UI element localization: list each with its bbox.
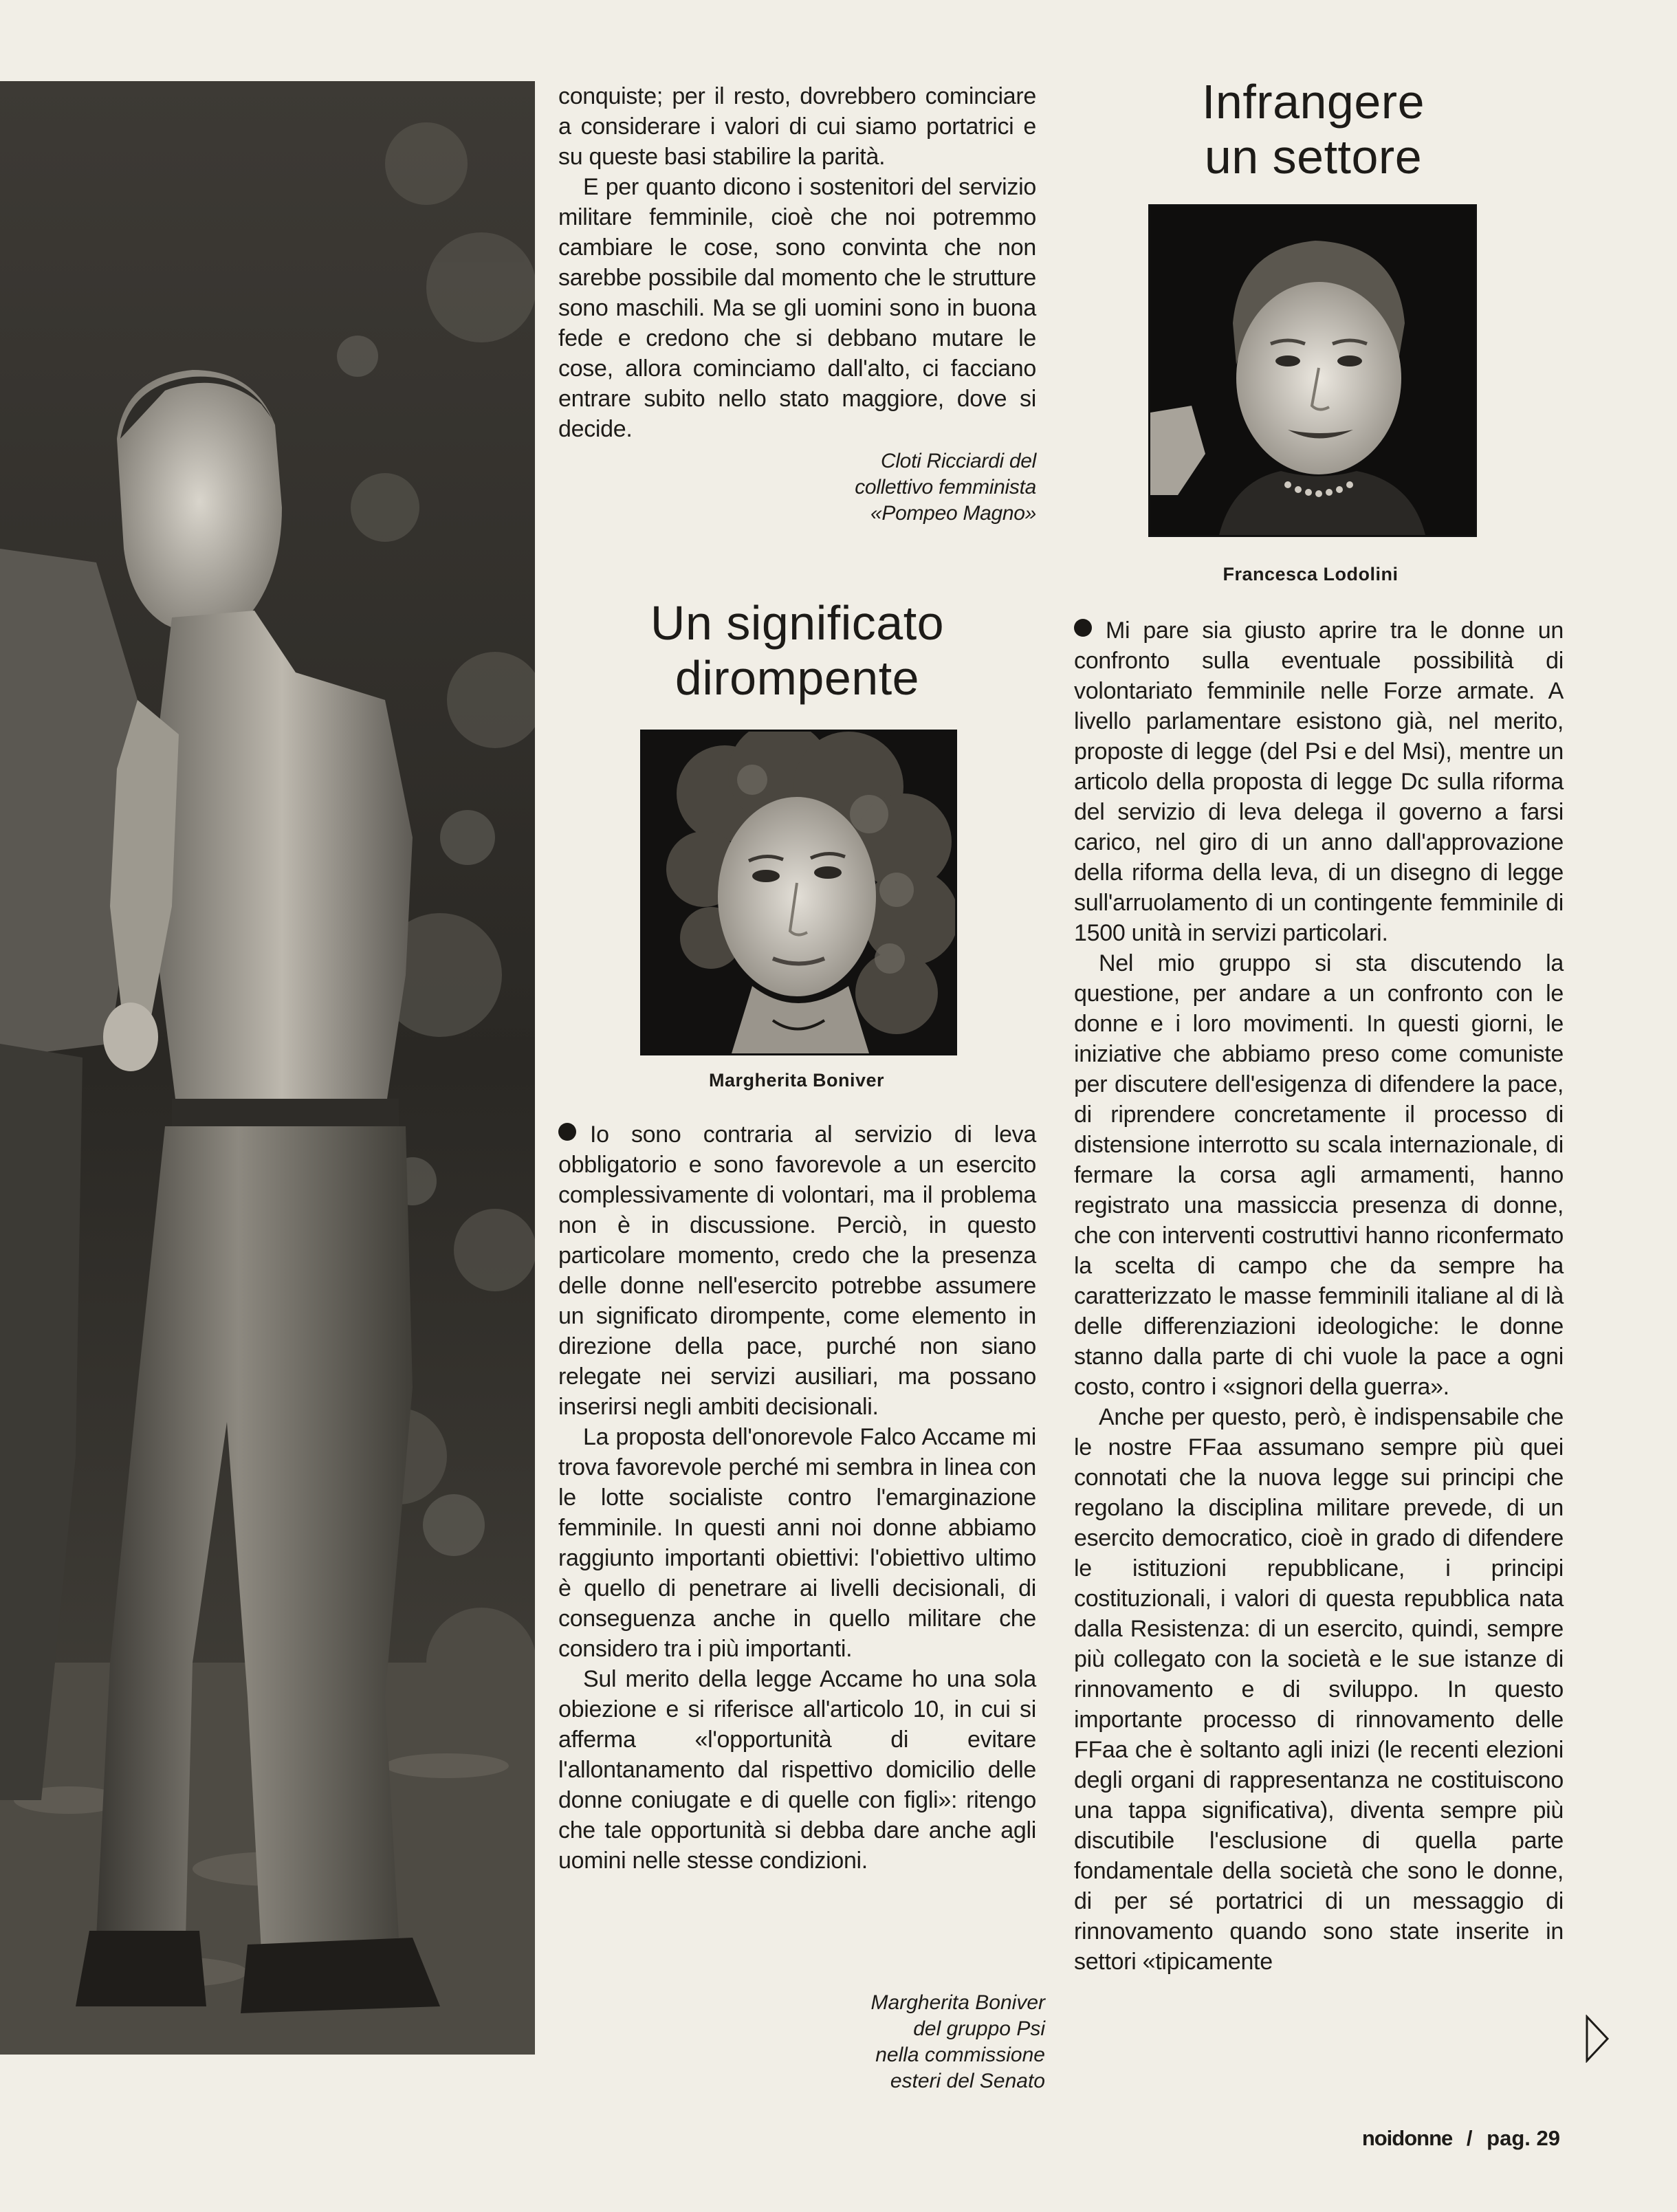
headline-line: Infrangere xyxy=(1201,75,1425,129)
continue-arrow-icon[interactable] xyxy=(1585,2015,1610,2063)
lodolini-paragraph-3: Anche per questo, però, è indispensabile che le nostre FFaa assumano sempre più quei connotati che la nuova legge sui principi che regolano la disciplina militare prevede, di un esercito democratico, cioè in grado di difendere le istituzioni repubblicane, i principi costituzionali, i valori di questa repubblica nata dalla Resistenza: di un esercito, quindi, sempre più collegato con la società e le sue istanze di rinnovamento e di sviluppo. In questo importante processo di rinnovamento delle FFaa che è soltanto agli inizi (le recenti elezioni degli organi di rappresentanza ne costituiscono una tappa significativa), diventa sempre più discutibile l'esclusione di quella parte fondamentale della società che sono le donne, di per sé portatrici di un messaggio di rinnovamento quando sono state inserite in settori «tipicamente xyxy=(1074,1404,1564,1975)
signature-line: nella commissione xyxy=(875,2044,1045,2066)
headline-line: dirompente xyxy=(675,651,920,705)
previous-article-signature xyxy=(558,448,1036,527)
signature-line: Margherita Boniver xyxy=(870,1991,1045,2014)
boniver-headline xyxy=(558,595,1036,705)
page-number: pag. 29 xyxy=(1487,2126,1560,2150)
soldier-photo xyxy=(0,81,535,2055)
bullet-icon xyxy=(558,1123,576,1141)
signature-line: esteri del Senato xyxy=(890,2070,1045,2092)
signature-line: «Pompeo Magno» xyxy=(870,502,1036,525)
boniver-photo-caption: Margherita Boniver xyxy=(708,1070,885,1091)
footer-separator: / xyxy=(1466,2126,1473,2150)
lodolini-portrait xyxy=(1148,204,1477,537)
column-left-top xyxy=(558,81,1036,527)
boniver-signature xyxy=(770,1990,1045,2094)
previous-article-paragraph-1: conquiste; per il resto, dovrebbero cominciare a considerare i valori di cui siamo portatrici e su queste basi stabilire la parità. xyxy=(558,83,1036,170)
signature-line: del gruppo Psi xyxy=(913,2017,1045,2040)
bullet-icon xyxy=(1074,619,1092,637)
boniver-article-body xyxy=(558,1119,1036,1876)
lodolini-paragraph-1 xyxy=(1074,615,1564,948)
lodolini-article-body xyxy=(1074,615,1564,1977)
lodolini-headline xyxy=(1073,74,1554,184)
boniver-paragraph-3: Sul merito della legge Accame ho una sola obiezione e si riferisce all'articolo 10, in cui si afferma «l'opportunità di evitare l'allontanamento dal rispettivo domicilio delle donne coniugate e di quelle con figli»: ritengo che tale opportunità si debba dare anche agli uomini nelle stesse condizioni. xyxy=(558,1666,1036,1874)
lodolini-paragraph-2: Nel mio gruppo si sta discutendo la questione, per andare a un confronto con le donne e i loro movimenti. In questi giorni, le iniziative che abbiamo preso come comuniste per discutere dell'esigenza di difendere la pace, di riprendere concretamente il processo di distensione interrotto su scala internazionale, di fermare la corsa agli armamenti, hanno registrato una massiccia presenza di donne, che con interventi costruttivi hanno riconfermato la scelta di campo che da sempre ha caratterizzato le masse femminili italiane al di là delle differenziazioni ideologiche: le donne stanno dalla parte di chi vuole la pace a ogni costo, contro i «signori della guerra». xyxy=(1074,950,1564,1400)
page-footer xyxy=(1362,2126,1560,2151)
headline-line: Un significato xyxy=(650,596,945,650)
lodolini-photo-caption: Francesca Lodolini xyxy=(1223,564,1399,584)
previous-article-paragraph-2: E per quanto dicono i sostenitori del servizio militare femminile, cioè che noi potremmo cambiare le cose, sono convinta che non sarebbe possibile dal momento che le strutture sono maschili. Ma se gli uomini sono in buona fede e credono che si debbano mutare le cose, allora cominciamo dall'alto, ci facciano entrare subito nello stato maggiore, dove si decide. xyxy=(558,174,1036,442)
boniver-portrait xyxy=(640,730,957,1055)
signature-line: Cloti Ricciardi del xyxy=(880,450,1036,472)
boniver-paragraph-2: La proposta dell'onorevole Falco Accame mi trova favorevole perché mi sembra in linea con le lotte socialiste contro l'emarginazione femminile. In questi anni noi donne abbiamo raggiunto importanti obiettivi: l'obiettivo ultimo è quello di penetrare ai livelli decisionali, di conseguenza anche in quello militare che considero tra i più importanti. xyxy=(558,1424,1036,1662)
magazine-brand: noidonne xyxy=(1361,2126,1453,2150)
lodolini-paragraph-1-text: Mi pare sia giusto aprire tra le donne un confronto sulla eventuale possibilità di volontariato femminile nelle Forze armate. A livello parlamentare esistono già, nel merito, proposte di legge (del Psi e del Msi), mentre un articolo della proposta di legge Dc sulla riforma del servizio di leva delega il governo a farsi carico, nel giro di un anno dall'approvazione della riforma della leva, di un disegno di legge sull'arruolamento di un contingente femminile di 1500 unità in servizi particolari. xyxy=(1074,617,1564,946)
headline-line: un settore xyxy=(1204,130,1423,184)
boniver-paragraph-1 xyxy=(558,1119,1036,1422)
signature-line: collettivo femminista xyxy=(855,476,1036,499)
boniver-paragraph-1-text: Io sono contraria al servizio di leva obbligatorio e sono favorevole a un esercito complessivamente di volontari, ma il problema non è in discussione. Perciò, in questo particolare momento, credo che la presenza delle donne nell'esercito potrebbe assumere un significato dirompente, come elemento in direzione della pace, purché non siano relegate nei servizi ausiliari, ma possano inserirsi negli ambiti decisionali. xyxy=(558,1121,1036,1420)
